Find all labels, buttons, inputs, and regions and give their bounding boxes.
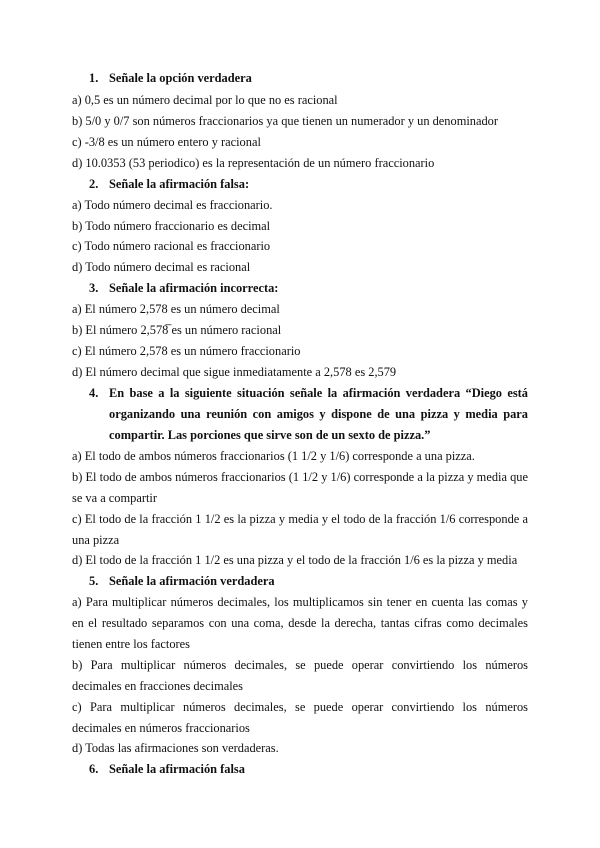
- question-4-option-c: c) El todo de la fracción 1 1/2 es la pizza y media y el todo de la fracción 1/6 corresponde a una pizza: [72, 512, 528, 547]
- question-number: 5.: [89, 574, 99, 588]
- question-2-heading: [89, 174, 528, 195]
- question-4-option-b: b) El todo de ambos números fraccionarios (1 1/2 y 1/6) corresponde a la pizza y media que se va a compartir: [72, 470, 528, 505]
- question-number: 4.: [89, 386, 99, 400]
- question-3-heading: [89, 278, 528, 299]
- question-5-option-d: d) Todas las afirmaciones son verdaderas.: [72, 741, 279, 755]
- question-3-option-a: a) El número 2,578 es un número decimal: [72, 302, 280, 316]
- question-5-option-a: a) Para multiplicar números decimales, los multiplicamos sin tener en cuenta las comas y en el resultado separamos con una coma, desde la derecha, tantas cifras como decimales tienen entre los factores: [72, 595, 528, 651]
- question-1-option-d: d) 10.0353 (53 periodico) es la representación de un número fraccionario: [72, 156, 435, 170]
- question-5-option-b: b) Para multiplicar números decimales, se puede operar convirtiendo los números decimales en fracciones decimales: [72, 658, 528, 693]
- question-3-option-d: d) El número decimal que sigue inmediatamente a 2,578 es 2,579: [72, 365, 397, 379]
- question-5-heading: [89, 571, 528, 592]
- question-1-option-c: c) -3/8 es un número entero y racional: [72, 135, 261, 149]
- question-prompt: Señale la afirmación falsa:: [109, 177, 250, 191]
- question-number: 1.: [89, 71, 99, 85]
- question-4-option-d: d) El todo de la fracción 1 1/2 es una pizza y el todo de la fracción 1/6 es la pizza y media: [72, 553, 518, 567]
- question-1-option-b: b) 5/0 y 0/7 son números fraccionarios ya que tienen un numerador y un denominador: [72, 114, 498, 128]
- question-prompt: Señale la afirmación verdadera: [109, 574, 275, 588]
- question-prompt: En base a la siguiente situación señale la afirmación verdadera “Diego está organizando una reunión con amigos y dispone de una pizza y media para compartir. Las porciones que sirve son de un sexto de pizza.”: [109, 386, 528, 442]
- question-1-heading: [89, 68, 528, 89]
- question-4-option-a: a) El todo de ambos números fraccionarios (1 1/2 y 1/6) corresponde a una pizza.: [72, 449, 475, 463]
- question-prompt: Señale la opción verdadera: [109, 71, 252, 85]
- question-3-option-b: b) El número 2,578̅ es un número racional: [72, 323, 282, 337]
- question-1-option-a: a) 0,5 es un número decimal por lo que no es racional: [72, 93, 338, 107]
- question-2-option-a: a) Todo número decimal es fraccionario.: [72, 198, 273, 212]
- question-6-heading: [89, 759, 528, 780]
- question-number: 6.: [89, 762, 99, 776]
- question-4-heading: [89, 383, 528, 446]
- question-2-option-d: d) Todo número decimal es racional: [72, 260, 251, 274]
- question-5-option-c: c) Para multiplicar números decimales, se puede operar convirtiendo los números decimales en números fraccionarios: [72, 700, 528, 735]
- question-prompt: Señale la afirmación incorrecta:: [109, 281, 279, 295]
- question-number: 2.: [89, 177, 99, 191]
- question-number: 3.: [89, 281, 99, 295]
- question-2-option-c: c) Todo número racional es fraccionario: [72, 239, 271, 253]
- question-3-option-c: c) El número 2,578 es un número fraccionario: [72, 344, 301, 358]
- question-2-option-b: b) Todo número fraccionario es decimal: [72, 219, 271, 233]
- question-prompt: Señale la afirmación falsa: [109, 762, 245, 776]
